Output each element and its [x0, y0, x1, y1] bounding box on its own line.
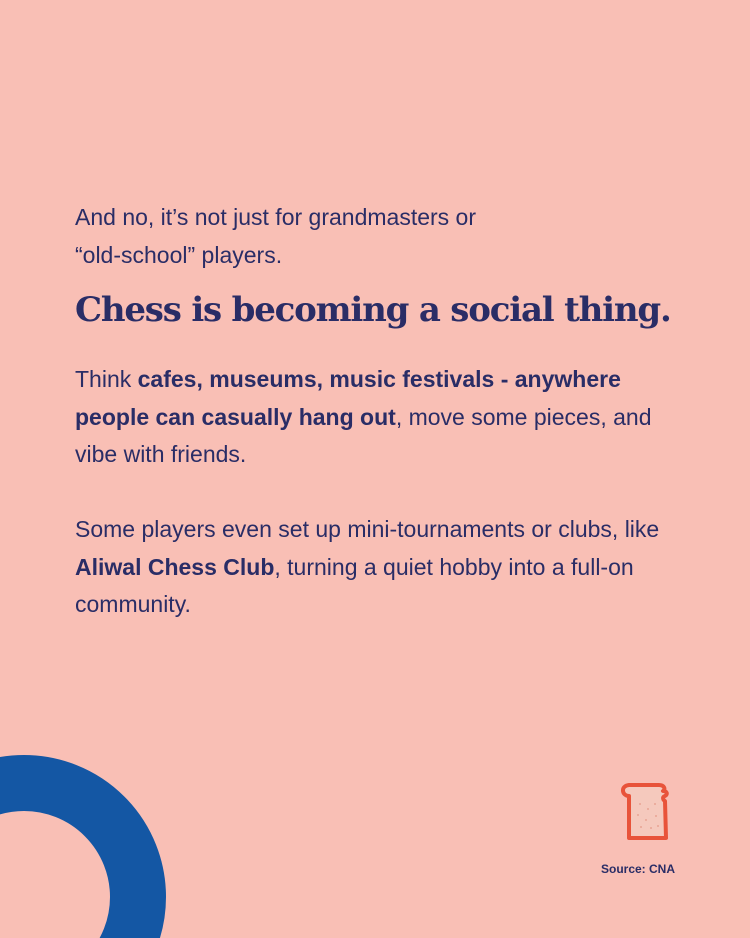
paragraph-1-prefix: Think: [75, 366, 138, 392]
paragraph-1-highlight: cafes, museums, music festivals - anywhere people can casually hang out: [75, 366, 621, 430]
paragraph-clubs: [75, 511, 685, 624]
intro-text: [75, 198, 675, 274]
intro-line-2: “old-school” players.: [75, 242, 283, 268]
paragraph-social-places: [75, 361, 685, 474]
source-credit: Source: CNA: [600, 862, 675, 876]
paragraph-2-prefix: Some players even set up mini-tournaments or clubs, like: [75, 516, 660, 542]
headline: Chess is becoming a social thing.: [75, 290, 671, 330]
paragraph-1-suffix: , move some pieces, and vibe with friends.: [75, 403, 652, 467]
toast-bread-icon: [618, 782, 672, 842]
decorative-ring: [0, 755, 166, 938]
intro-line-1: And no, it’s not just for grandmasters or: [75, 204, 476, 230]
paragraph-2-highlight: Aliwal Chess Club: [75, 553, 275, 580]
paragraph-2-suffix: , turning a quiet hobby into a full-on community.: [75, 553, 634, 617]
